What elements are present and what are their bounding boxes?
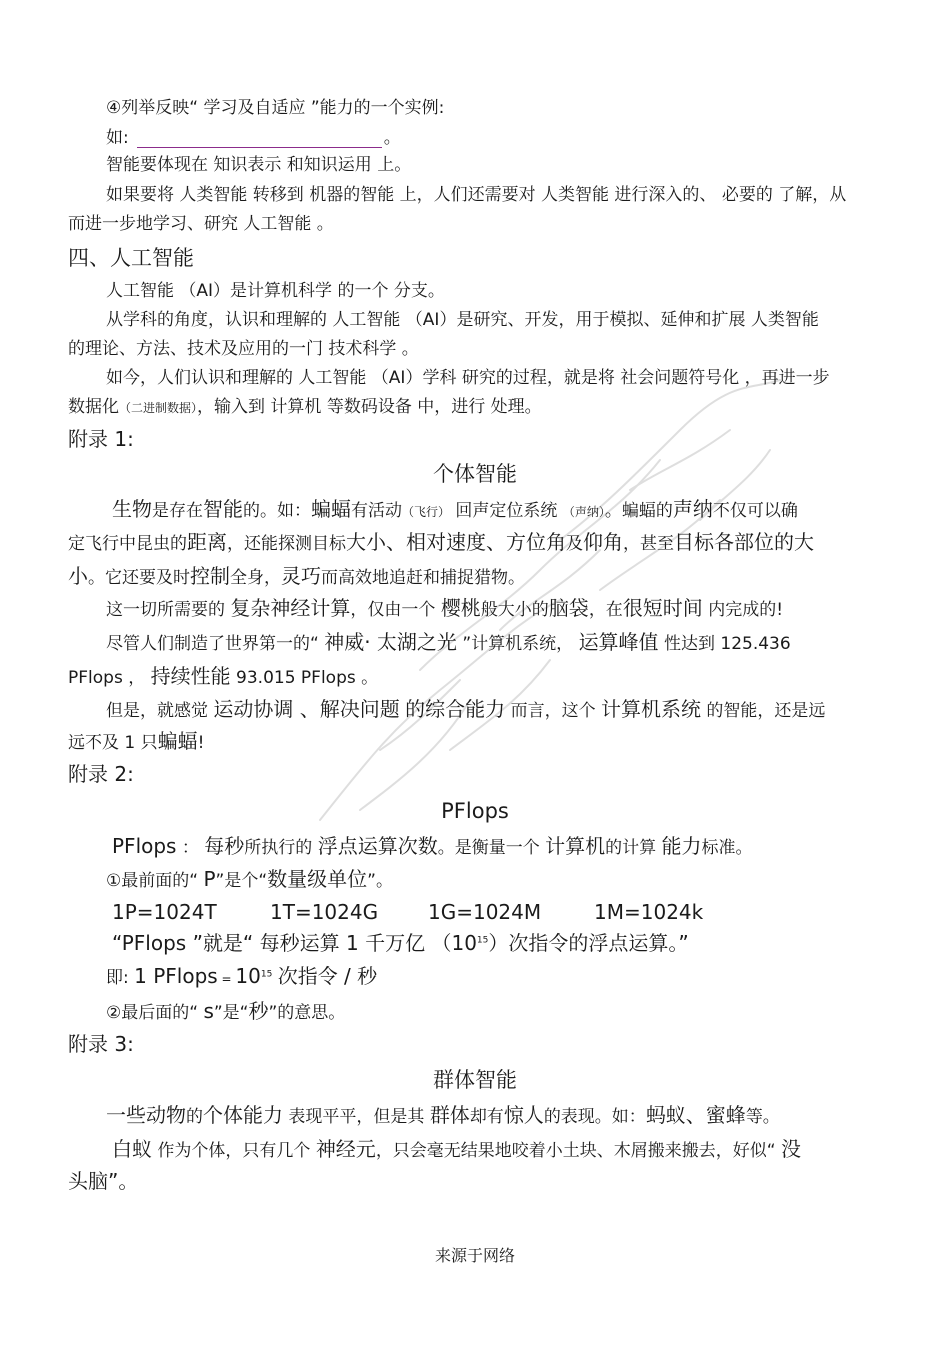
section-title: 个体智能 xyxy=(433,462,517,486)
line-example-blank: 如: 。 xyxy=(106,128,401,148)
paragraph-line: 生物是存在智能的。如：蝙蝠有活动（飞行） 回声定位系统 （声纳）。蝙蝠的声纳不仅可以确 xyxy=(112,497,798,521)
section-title: PFlops xyxy=(441,799,509,823)
paragraph-line: 但是，就感觉 运动协调 、解决问题 的综合能力 而言，这个 计算机系统 的智能，还是远 xyxy=(106,697,826,721)
line-example-prompt: ④列举反映“ 学习及自适应 ”能力的一个实例: xyxy=(106,98,445,118)
paragraph-line: 如果要将 人类智能 转移到 机器的智能 上，人们还需要对 人类智能 进行深入的、 必要的 了解，从 xyxy=(106,185,847,205)
paragraph-line: 白蚁 作为个体，只有几个 神经元，只会毫无结果地咬着小土块、木屑搬来搬去，好似“ 没 xyxy=(112,1137,802,1161)
paragraph-line: 如今，人们认识和理解的 人工智能 （AI）学科 研究的过程，就是将 社会问题符号化 ，再进一步 xyxy=(106,368,830,388)
section-title: 群体智能 xyxy=(433,1068,517,1092)
paragraph-line: PFlops ： 每秒所执行的 浮点运算次数。是衡量一个 计算机的计算 能力标准。 xyxy=(112,834,753,858)
answer-blank-field[interactable] xyxy=(137,129,382,148)
paragraph-line: PFlops ， 持续性能 93.015 PFlops 。 xyxy=(68,664,379,688)
paragraph-line: ②最后面的“ s”是“秒”的意思。 xyxy=(106,999,346,1023)
appendix-label: 附录 2: xyxy=(68,762,134,786)
paragraph-line: 这一切所需要的 复杂神经计算，仅由一个 樱桃般大小的脑袋，在很短时间 内完成的! xyxy=(106,596,784,620)
paragraph-line: 的理论、方法、技术及应用的一门 技术科学 。 xyxy=(68,339,419,359)
paragraph-line: 一些动物的个体能力 表现平平，但是其 群体却有惊人的表现。如：蚂蚁、蜜蜂等。 xyxy=(106,1103,780,1127)
paragraph-line: 定飞行中昆虫的距离，还能探测目标大小、相对速度、方位角及仰角，甚至目标各部位的大 xyxy=(68,530,814,554)
paragraph-line: 智能要体现在 知识表示 和知识运用 上。 xyxy=(106,155,412,175)
appendix-label: 附录 3: xyxy=(68,1032,134,1056)
unit-conversion-g: 1G=1024M xyxy=(428,900,542,924)
paragraph-line: 从学科的角度，认识和理解的 人工智能 （AI）是研究、开发，用于模拟、延伸和扩展 人类智能 xyxy=(106,310,819,330)
unit-conversion-m: 1M=1024k xyxy=(594,900,704,924)
page-footer: 来源于网络 xyxy=(434,1246,515,1265)
paragraph-line: ①最前面的“ P”是个“数量级单位”。 xyxy=(106,867,393,891)
unit-conversion-p: 1P=1024T xyxy=(112,900,217,924)
paragraph-line: 小。它还要及时控制全身，灵巧而高效地追赶和捕捉猎物。 xyxy=(68,564,525,588)
paragraph-line: “PFlops ”就是“ 每秒运算 1 千万亿 $(10^{15})$次指令的浮点运算。” xyxy=(112,931,689,955)
paragraph-line: 数据化（二进制数据），输入到 计算机 等数码设备 中，进行 处理。 xyxy=(68,397,542,417)
paragraph-line: 头脑”。 xyxy=(68,1169,139,1193)
formula-line: 即: 1 PFlops = $10^{15}$ 次指令 / 秒 xyxy=(106,964,378,988)
appendix-label: 附录 1: xyxy=(68,427,134,451)
paragraph-line: 尽管人们制造了世界第一的“ 神威· 太湖之光 ”计算机系统， 运算峰值 性达到 125.436 xyxy=(106,630,791,654)
unit-conversion-t: 1T=1024G xyxy=(270,900,379,924)
paragraph-line: 远不及 1 只蝙蝠! xyxy=(68,729,205,753)
paragraph-line: 而进一步地学习、研究 人工智能 。 xyxy=(68,214,334,234)
section-heading: 四、人工智能 xyxy=(68,246,194,270)
paragraph-line: 人工智能 （AI）是计算机科学 的一个 分支。 xyxy=(106,281,445,301)
